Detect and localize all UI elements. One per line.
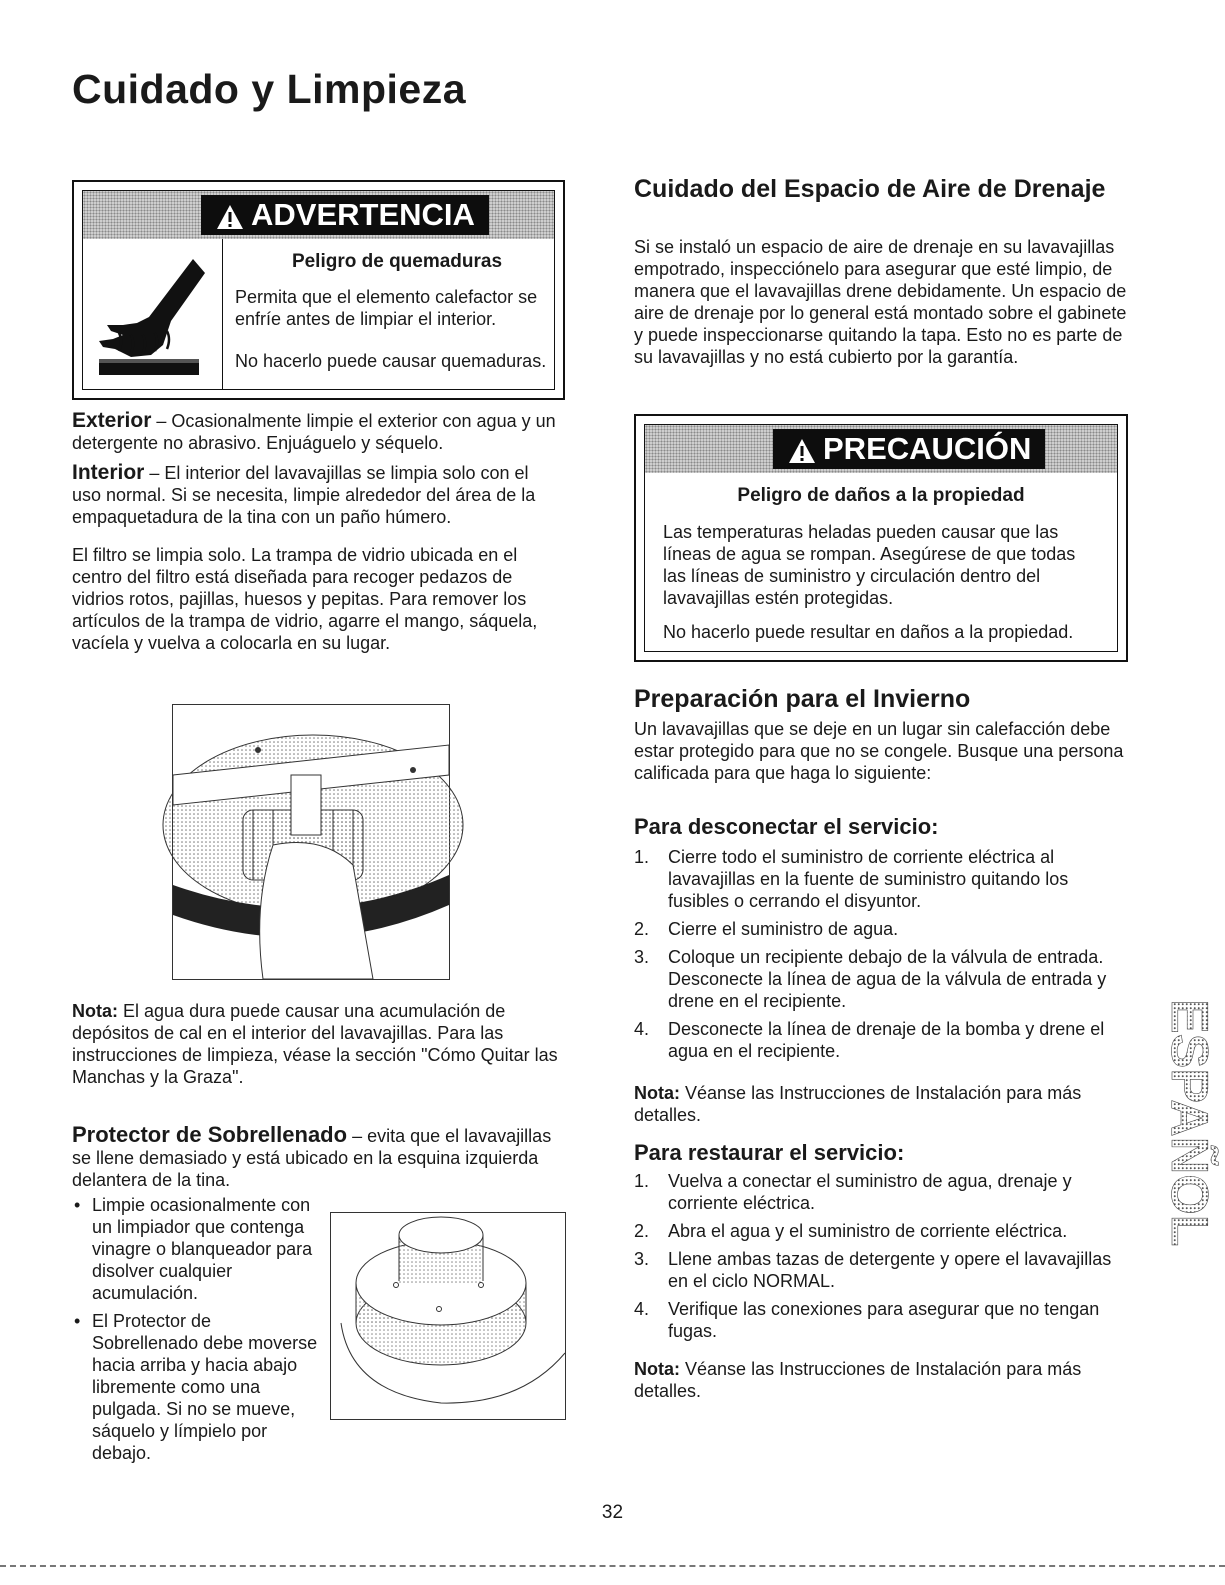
interior-paragraph (72, 462, 562, 528)
step-text: Verifique las conexiones para asegurar que no tengan fugas. (668, 1299, 1100, 1341)
disconnect-note-label: Nota: (634, 1083, 680, 1103)
exterior-paragraph (72, 410, 562, 454)
exterior-heading: Exterior (72, 409, 152, 432)
step-text: Llene ambas tazas de detergente y opere el lavavajillas en el ciclo NORMAL. (668, 1249, 1112, 1291)
step-text: Cierre todo el suministro de corriente eléctrica al lavavajillas en la fuente de suministro quitando los fusibles o cerrando el disyuntor. (668, 847, 1069, 911)
step-text: Abra el agua y el suministro de corriente eléctrica. (668, 1221, 1068, 1241)
warning-signal-bar (83, 191, 554, 239)
list-item (634, 846, 1114, 912)
caution-hazard-title: Peligro de daños a la propiedad (737, 485, 1025, 506)
warning-signal-word: ADVERTENCIA (251, 197, 475, 232)
overfill-bullet-list (72, 1194, 322, 1470)
overfill-protector-paragraph (72, 1124, 562, 1191)
list-item (634, 1018, 1114, 1062)
step-number: 2. (634, 1221, 650, 1241)
list-item (634, 946, 1114, 1012)
warning-signal-label (201, 195, 489, 235)
warning-triangle-icon (215, 203, 245, 231)
caution-text-1: Las temperaturas heladas pueden causar que las líneas de agua se rompan. Asegúrese de que todas las líneas de suministro y circulación dentro del lavavajillas estén protegidas. (663, 522, 1076, 608)
bullet-text-1: Limpie ocasionalmente con un limpiador que contenga vinagre o blanqueador para disolver cualquier acumulación. (92, 1195, 313, 1303)
caution-triangle-icon (787, 437, 817, 465)
list-item (634, 1298, 1114, 1342)
disconnect-heading: Para desconectar el servicio: (634, 814, 939, 839)
overfill-protector-illustration (330, 1212, 566, 1420)
disconnect-note-text: Véanse las Instrucciones de Instalación para más detalles. (634, 1083, 1082, 1125)
language-side-tab (1122, 995, 1218, 1247)
warning-hazard-title: Peligro de quemaduras (291, 251, 503, 272)
step-number: 3. (634, 947, 650, 967)
list-item: • Limpie ocasionalmente con un limpiador que contenga vinagre o blanqueador para disolver cualquier acumulación. (74, 1195, 313, 1303)
air-gap-paragraph: Si se instaló un espacio de aire de drenaje en su lavavajillas empotrado, inspecciónelo para asegurar que esté limpio, de manera que el lavavajillas drene debidamente. Un espacio de aire de drenaje por lo general está montado sobre el gabinete y puede inspeccionarse quitando la tapa. Esto no es parte de su lavavajillas y no está cubierto por la garantía. (634, 237, 1127, 367)
winter-heading: Preparación para el Invierno (634, 685, 971, 713)
step-number: 4. (634, 1019, 650, 1039)
list-item (634, 1220, 1114, 1242)
restore-note-text: Véanse las Instrucciones de Instalación para más detalles. (634, 1359, 1082, 1401)
exterior-text: – Ocasionalmente limpie el exterior con agua y un detergente no abrasivo. Enjuáguelo y séquelo. (72, 411, 556, 453)
hard-water-note-label: Nota: (72, 1001, 118, 1021)
step-number: 4. (634, 1299, 650, 1319)
hard-water-note (72, 1000, 562, 1088)
step-text: Cierre el suministro de agua. (668, 919, 899, 939)
caution-signal-bar (645, 425, 1117, 473)
bullet-text-2: El Protector de Sobrellenado debe moverse hacia arriba y hacia abajo libremente como una pulgada. Si no se mueve, sáquelo y límpielo por debajo. (92, 1311, 318, 1463)
overfill-protector-text: – evita que el lavavajillas se llene demasiado y está ubicado en la esquina izquierda delantera de la tina. (72, 1126, 552, 1190)
interior-text: – El interior del lavavajillas se limpia solo con el uso normal. Si se necesita, limpie alrededor del área de la empaquetadura de la tina con un paño húmero. (72, 463, 536, 527)
step-text: Desconecte la línea de drenaje de la bomba y drene el agua en el recipiente. (668, 1019, 1105, 1061)
filter-illustration (172, 704, 450, 980)
page-number: 32 (601, 1502, 624, 1523)
step-number: 2. (634, 919, 650, 939)
list-item: • El Protector de Sobrellenado debe moverse hacia arriba y hacia abajo libremente como una pulgada. Si no se mueve, sáquelo y límpielo por debajo. (74, 1311, 318, 1463)
caution-signal-label (773, 429, 1045, 469)
restore-note (634, 1358, 1124, 1402)
step-number: 1. (634, 847, 650, 867)
warning-text-2: No hacerlo puede causar quemaduras. (235, 351, 547, 371)
caution-box (634, 414, 1128, 662)
restore-heading: Para restaurar el servicio: (634, 1140, 905, 1165)
overfill-protector-heading: Protector de Sobrellenado (72, 1122, 348, 1147)
disconnect-steps (634, 846, 1114, 1068)
warning-text-1: Permita que el elemento calefactor se enfríe antes de limpiar el interior. (235, 287, 538, 329)
step-text: Vuelva a conectar el suministro de agua, drenaje y corriente eléctrica. (668, 1171, 1072, 1213)
air-gap-heading: Cuidado del Espacio de Aire de Drenaje (634, 175, 1106, 203)
disconnect-note (634, 1082, 1114, 1126)
list-item (634, 1248, 1114, 1292)
caution-text-2: No hacerlo puede resultar en daños a la propiedad. (663, 622, 1074, 642)
restore-note-label: Nota: (634, 1359, 680, 1379)
step-number: 1. (634, 1171, 650, 1191)
interior-heading: Interior (72, 461, 145, 484)
restore-steps (634, 1170, 1114, 1348)
filter-paragraph: El filtro se limpia solo. La trampa de vidrio ubicada en el centro del filtro está diseñada para recoger pedazos de vidrios rotos, pajillas, huesos y pepitas. Para remover los artículos de la trampa de vidrio, agarre el mango, sáquela, vacíela y vuelva a colocarla en su lugar. (72, 545, 538, 653)
caution-signal-word: PRECAUCIÓN (823, 431, 1032, 466)
hard-water-note-text: El agua dura puede causar una acumulación de depósitos de cal en el interior del lavavajillas. Para las instrucciones de limpieza, véase la sección "Cómo Quitar las Manchas y la Graza". (72, 1001, 558, 1087)
list-item (634, 1170, 1114, 1214)
list-item (634, 918, 1114, 940)
page-title: Cuidado y Limpieza (72, 66, 466, 112)
burn-hand-icon (93, 251, 211, 389)
step-text: Coloque un recipiente debajo de la válvula de entrada. Desconecte la línea de agua de la válvula de entrada y drene en el recipiente. (668, 947, 1107, 1011)
step-number: 3. (634, 1249, 650, 1269)
warning-box (72, 180, 565, 400)
winter-paragraph: Un lavavajillas que se deje en un lugar sin calefacción debe estar protegido para que no se congele. Busque una persona calificada para que haga lo siguiente: (634, 719, 1124, 783)
bottom-border (0, 1565, 1225, 1567)
side-tab-label: ESPAÑOL (1160, 999, 1218, 1247)
